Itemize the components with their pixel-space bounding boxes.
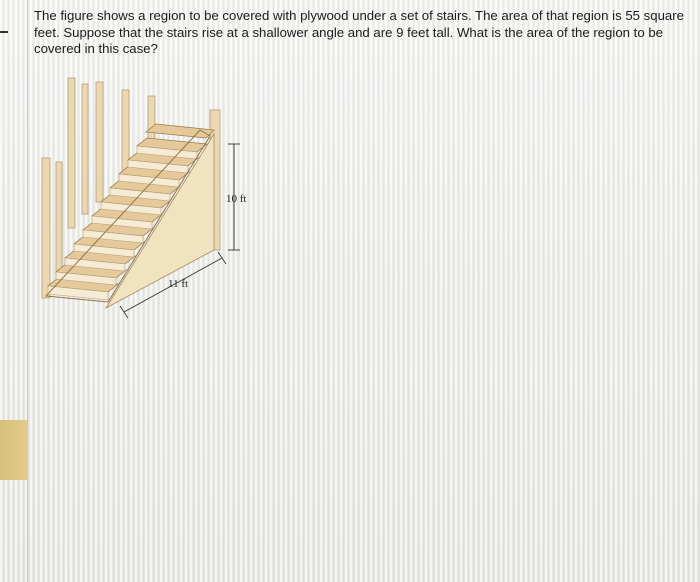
edge-marker bbox=[0, 31, 8, 33]
side-tab[interactable] bbox=[0, 420, 28, 480]
question-text: The figure shows a region to be covered with plywood under a set of stairs. The area of that region is 55 square feet. Suppose that the stairs rise at a shallower angle and are 9 feet tall. What is the area of the region to be covered in this case? bbox=[34, 8, 684, 56]
stairs-illustration bbox=[38, 74, 258, 324]
height-label: 10 ft bbox=[226, 193, 247, 205]
base-label: 11 ft bbox=[168, 278, 189, 290]
left-margin-rule bbox=[27, 0, 28, 582]
stairs-figure bbox=[38, 74, 258, 324]
